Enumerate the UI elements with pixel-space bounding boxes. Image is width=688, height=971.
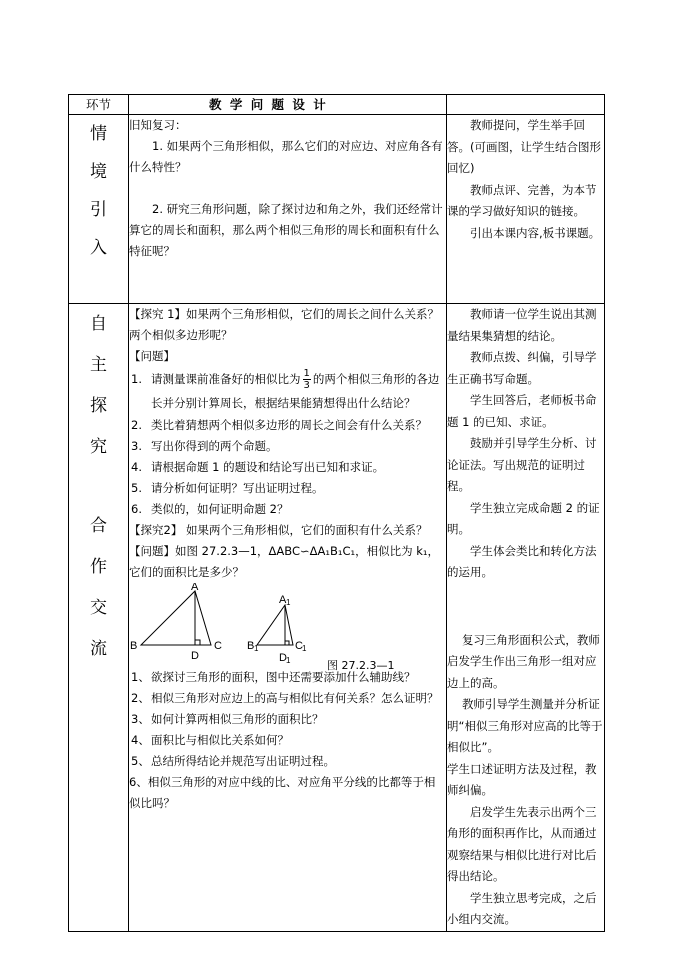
stage-char: 探 xyxy=(90,396,107,416)
lesson-plan-table xyxy=(68,94,605,932)
activity-text: 复习三角形面积公式，教师启发学生作出三角形一组对应边上的高。 xyxy=(447,632,600,690)
activity-text: 启发学生先表示出两个三角形的面积再作比，从而通过观察结果与相似比进行对比后得出结论。 xyxy=(447,804,597,883)
header-design-text: 教 学 问 题 设 计 xyxy=(209,97,328,112)
activity-text: 教师引导学生测量并分析证明“相似三角形对应高的比等于相似比”。 xyxy=(447,697,603,754)
figure-caption: 图 27.2.3—1 xyxy=(327,659,395,672)
activity-text: 教师点评、完善，为本节课的学习做好知识的链接。 xyxy=(447,182,597,218)
activity-text: 引出本课内容,板书课题。 xyxy=(470,225,601,240)
list-item: 6. 类似的，如何证明命题 2？ xyxy=(131,502,289,516)
label-a1-sub: 1 xyxy=(286,598,291,607)
question-6: 6、相似三角形的对应中线的比、对应角平分线的比都等于相似比吗？ xyxy=(129,775,436,810)
list-item: 2、 相似三角形对应边上的高与相似比有何关系？怎么证明？ xyxy=(131,691,439,705)
row-situation xyxy=(69,115,605,304)
stage-char: 合 xyxy=(90,516,107,536)
row-explore xyxy=(69,304,605,932)
label-d1-sub: 1 xyxy=(286,656,291,665)
stage-situation xyxy=(69,115,129,304)
stage-char: 境 xyxy=(90,162,107,182)
label-c: C xyxy=(214,640,222,652)
triangle-figure xyxy=(127,583,446,672)
explore-1: 【探究 1】如果两个三角形相似，它们的周长之间什么关系？两个相似多边形呢？ xyxy=(129,307,439,342)
review-questions xyxy=(129,115,447,304)
stage-char: 流 xyxy=(90,639,107,659)
label-b1-sub: 1 xyxy=(254,644,259,653)
review-intro: 旧知复习： xyxy=(129,118,187,132)
activity-text: 教师点拨、纠偏，引导学生正确书写命题。 xyxy=(447,350,597,386)
stage-char: 交 xyxy=(90,598,107,618)
question-list-2 xyxy=(129,667,446,772)
triangle-abc xyxy=(141,591,211,645)
stage-char: 情 xyxy=(90,124,107,144)
review-q2: 2. 研究三角形问题，除了探讨边和角之外，我们还经常计算它的周长和面积，那么两个相似三角形的周长和面积有什么特征呢？ xyxy=(129,202,443,258)
list-item: 2. 类比着猜想两个相似多边形的周长之间会有什么关系？ xyxy=(131,418,427,432)
right-angle-mark xyxy=(195,640,200,645)
list-item: 5. 请分析如何证明？写出证明过程。 xyxy=(131,481,324,495)
label-a1: A xyxy=(279,594,287,606)
teacher-activity-1 xyxy=(447,115,605,304)
question-list-1 xyxy=(129,367,446,520)
label-b1: B xyxy=(247,640,255,652)
header-blank xyxy=(447,95,605,115)
explore-2: 【探究2】 如果两个三角形相似，它们的面积有什么关系？ xyxy=(129,523,428,537)
activity-text: 学生独立完成命题 2 的证明。 xyxy=(447,500,600,536)
activity-text: 学生回答后，老师板书命题 1 的已知、求证。 xyxy=(447,393,597,429)
label-d: D xyxy=(191,650,199,662)
label-b: B xyxy=(130,640,138,652)
stage-char: 入 xyxy=(90,238,107,258)
activity-text: 鼓励并引导学生分析、讨论证法。写出规范的证明过程。 xyxy=(447,436,597,493)
stage-explore xyxy=(69,304,129,932)
activity-text: 学生口述证明方法及过程，教师纠偏。 xyxy=(447,761,597,797)
teacher-activity-2 xyxy=(447,304,605,932)
stage-char: 自 xyxy=(90,314,107,334)
right-angle-mark-2 xyxy=(285,641,289,645)
activity-text: 学生体会类比和转化方法的运用。 xyxy=(447,543,597,579)
list-item: 3、 如何计算两相似三角形的面积比？ xyxy=(131,712,324,726)
triangle-a1b1c1 xyxy=(257,605,293,645)
list-item: 1、 欲探讨三角形的面积，图中还需要添加什么辅助线？ xyxy=(131,670,416,684)
list-item: 4、 面积比与相似比关系如何？ xyxy=(131,733,289,747)
header-stage: 环节 xyxy=(69,95,129,115)
label-c1: C xyxy=(295,640,303,652)
activity-text: 学生独立思考完成，之后小组内交流。 xyxy=(447,890,597,926)
question-2: 【问题】如图 27.2.3—1，ΔABC∽ΔA₁B₁C₁，相似比为 k₁，它们的面积比是多少？ xyxy=(129,544,440,579)
explore-questions xyxy=(129,304,447,932)
label-d1: D xyxy=(279,652,287,664)
list-item: 4. 请根据命题 1 的题设和结论写出已知和求证。 xyxy=(131,460,385,474)
label-a: A xyxy=(191,583,199,593)
header-design xyxy=(129,95,447,115)
activity-text: 教师提问，学生举手回答。(可画图，让学生结合图形回忆) xyxy=(447,118,601,175)
stage-char: 究 xyxy=(90,437,107,457)
stage-char: 主 xyxy=(90,355,107,375)
question-label: 【问题】 xyxy=(129,349,175,363)
stage-char: 引 xyxy=(90,200,107,220)
list-item: 1. 请测量课前准备好的相似比为 $\frac{1}{3}$ 的两个相似三角形的各边长并分别计算周长，根据结果能猜想得出什么结论？ xyxy=(131,368,440,410)
label-c1-sub: 1 xyxy=(302,644,307,653)
review-q1: 1. 如果两个三角形相似，那么它们的对应边、对应角各有什么特性？ xyxy=(129,139,443,174)
header-row xyxy=(69,95,605,115)
stage-char: 作 xyxy=(90,557,107,577)
list-item: 5、 总结所得结论并规范写出证明过程。 xyxy=(131,754,335,768)
list-item: 3. 写出你得到的两个命题。 xyxy=(131,439,278,453)
fraction: $\frac{1}{3}$ xyxy=(303,368,310,391)
activity-text: 教师请一位学生说出其测量结果集猜想的结论。 xyxy=(447,307,597,343)
